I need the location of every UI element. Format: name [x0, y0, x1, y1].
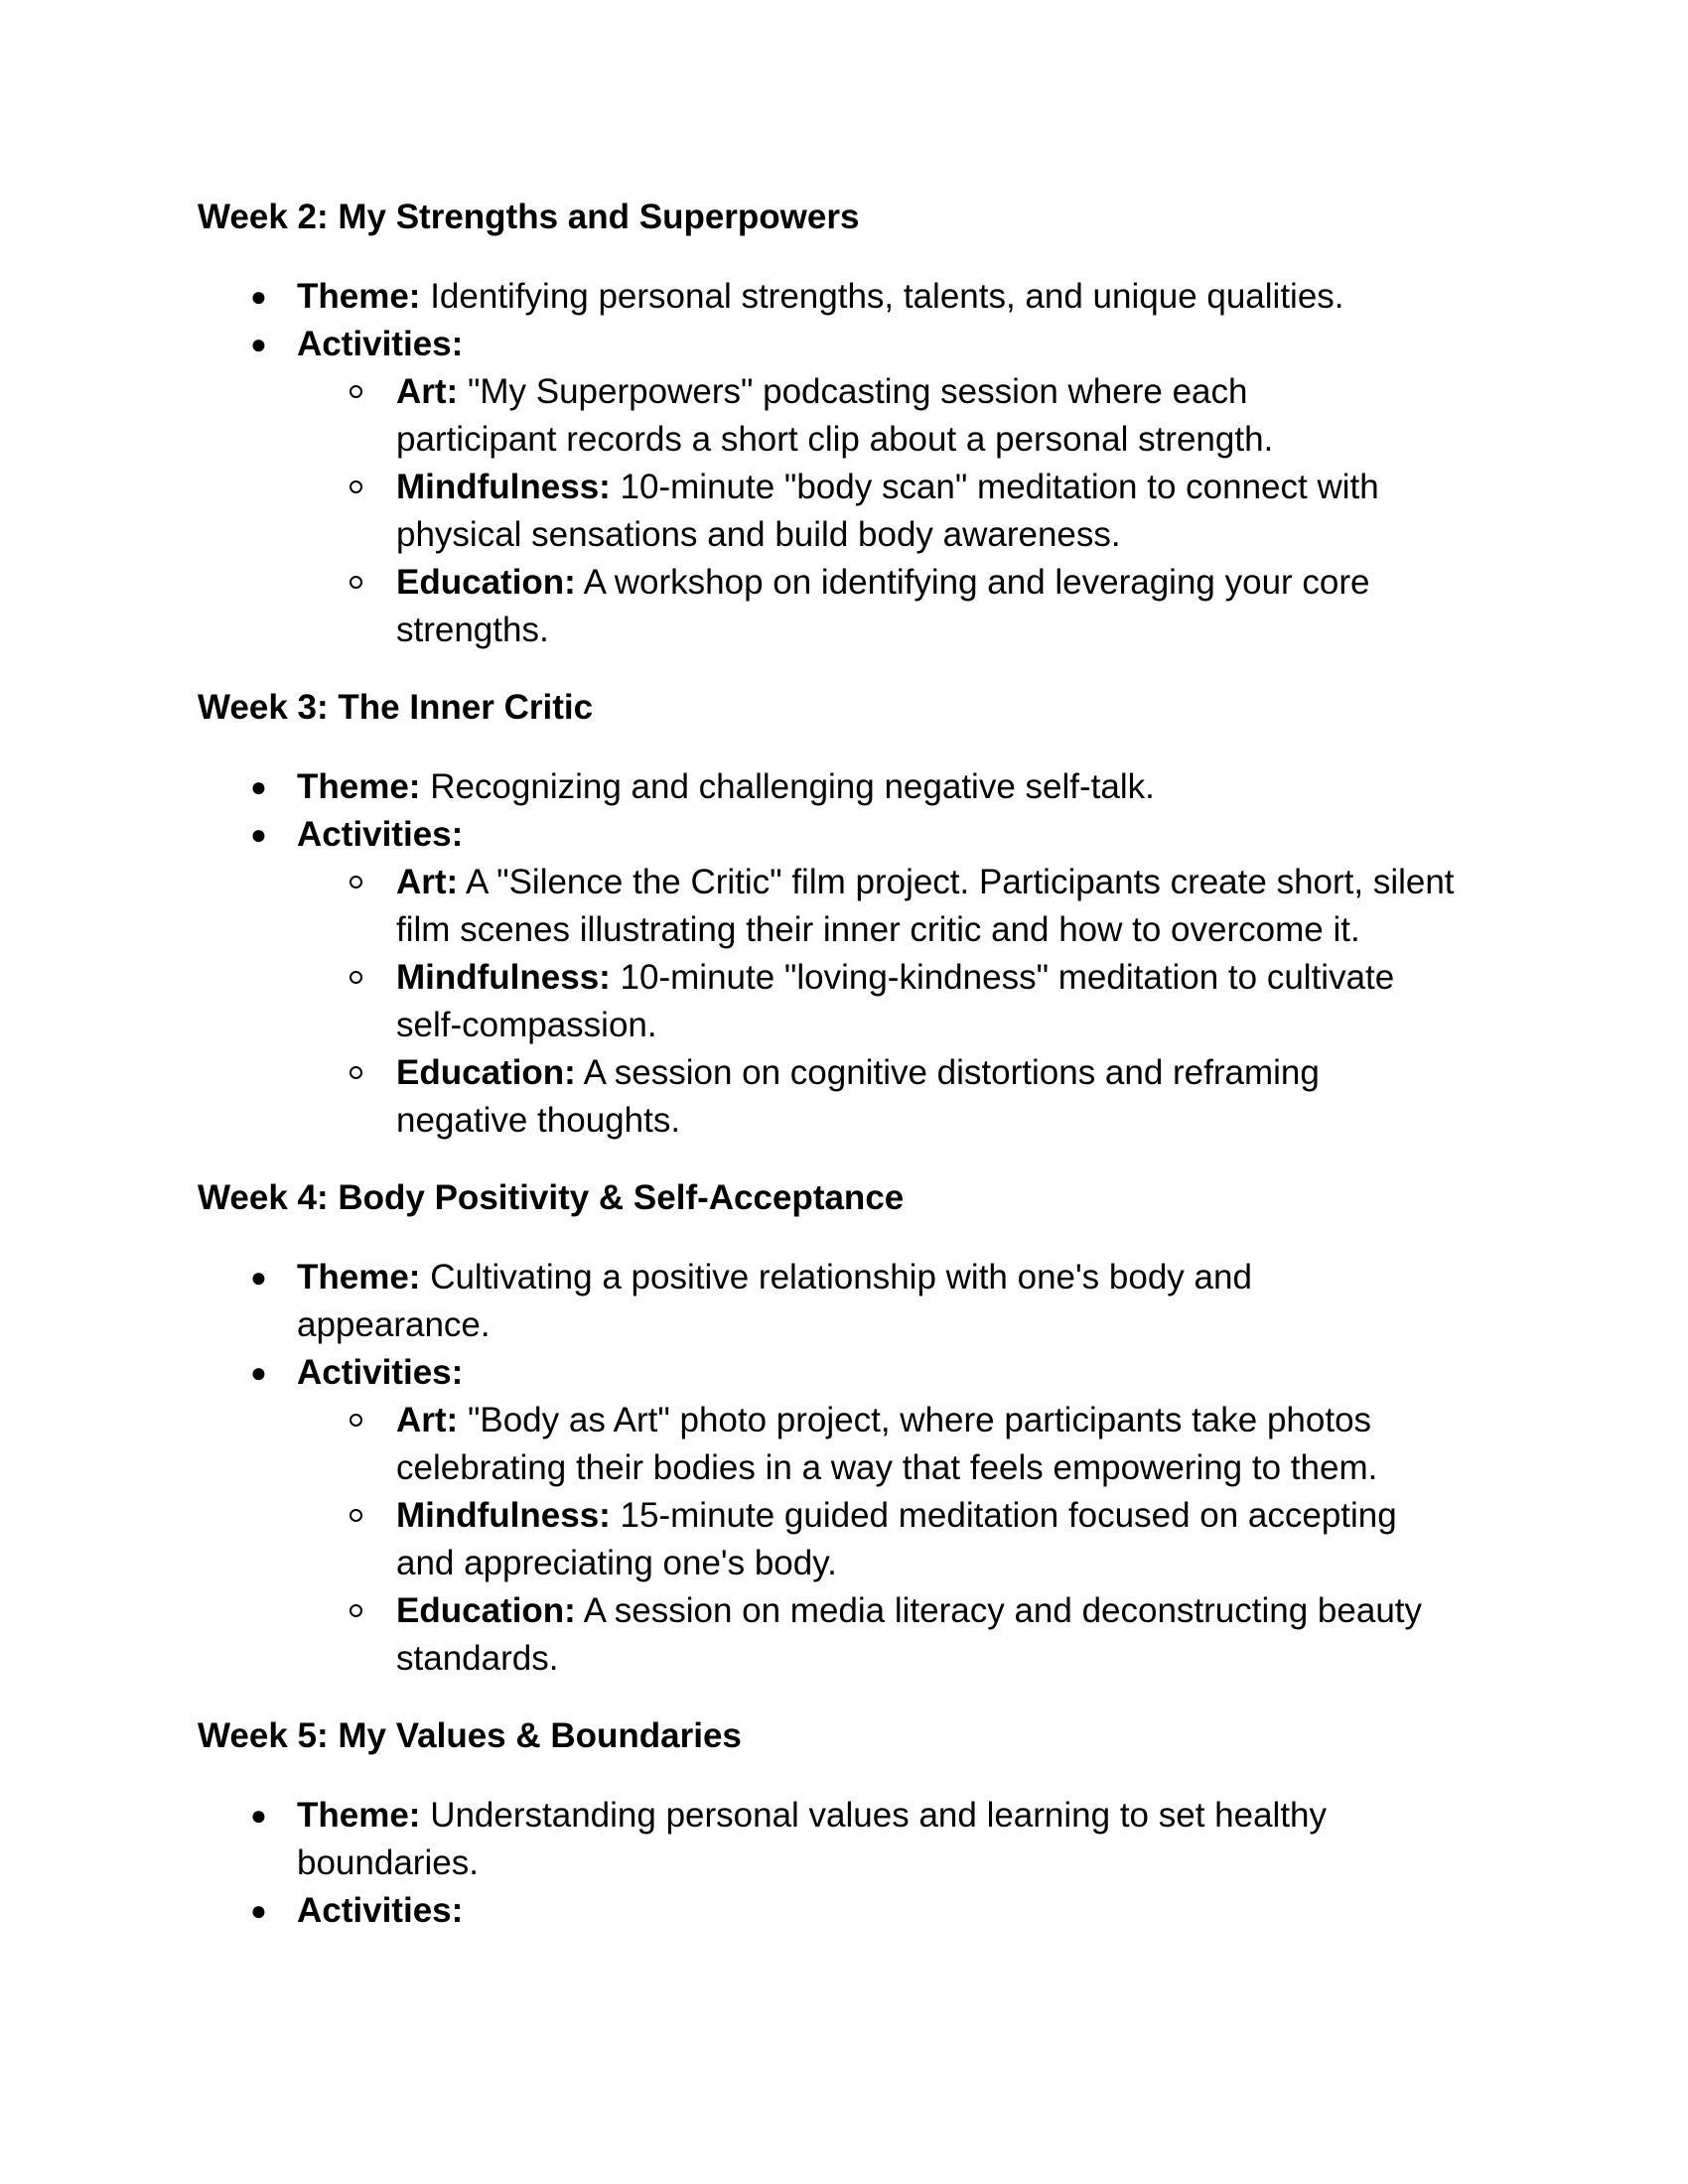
activities-label: Activities:: [297, 1353, 464, 1392]
bullet-circle-icon: [350, 971, 362, 984]
activities-item: [198, 1349, 1508, 1683]
activity-label: Education:: [396, 563, 576, 602]
week-bullets: [198, 1254, 1508, 1683]
bullet-dot-icon: ●: [250, 281, 267, 312]
theme-text: Identifying personal strengths, talents, and unique qualities.: [420, 277, 1344, 316]
theme-text: Recognizing and challenging negative self-talk.: [420, 767, 1155, 806]
activity-label: Art:: [396, 1401, 459, 1439]
activity-label: Mindfulness:: [396, 958, 611, 997]
activity-text: A session on cognitive distortions and reframing negative thoughts.: [396, 1053, 1320, 1140]
activity-text: A "Silence the Critic" film project. Participants create short, silent film scenes illustrating their inner critic and how to overcome it.: [396, 863, 1455, 949]
activity-label: Education:: [396, 1591, 576, 1630]
activity-text: A session on media literacy and deconstructing beauty standards.: [396, 1591, 1423, 1678]
activities-list: [297, 859, 1508, 1145]
bullet-circle-icon: [350, 385, 362, 398]
theme-label: Theme:: [297, 1258, 421, 1297]
theme-label: Theme:: [297, 1796, 421, 1835]
activity-education: [297, 1049, 1409, 1145]
theme-label: Theme:: [297, 767, 421, 806]
activity-art: [297, 1397, 1449, 1492]
activity-label: Mindfulness:: [396, 1496, 611, 1535]
activities-label: Activities:: [297, 325, 464, 363]
week-bullets: [198, 763, 1508, 1145]
week-4-section: [198, 1174, 1508, 1683]
activity-education: [297, 559, 1409, 654]
activity-mindfulness: [297, 1492, 1429, 1587]
activity-mindfulness: [297, 464, 1409, 559]
theme-label: Theme:: [297, 277, 421, 316]
activity-label: Education:: [396, 1053, 576, 1092]
theme-text: Understanding personal values and learning to set healthy boundaries.: [297, 1796, 1328, 1882]
activity-text: "Body as Art" photo project, where participants take photos celebrating their bodies in a way that feels empowering to them.: [396, 1401, 1378, 1487]
activity-education: [297, 1587, 1469, 1683]
theme-text: Cultivating a positive relationship with one's body and appearance.: [297, 1258, 1252, 1344]
activity-text: 10-minute "body scan" meditation to connect with physical sensations and build body awareness.: [396, 468, 1379, 554]
bullet-dot-icon: ●: [250, 329, 267, 359]
activities-label: Activities:: [297, 1891, 464, 1930]
activity-art: [297, 368, 1409, 464]
activity-label: Mindfulness:: [396, 468, 611, 506]
bullet-circle-icon: [350, 480, 362, 493]
week-bullets: [198, 273, 1508, 654]
bullet-circle-icon: [350, 1604, 362, 1617]
activity-text: 10-minute "loving-kindness" meditation to cultivate self-compassion.: [396, 958, 1395, 1044]
theme-item: [198, 273, 1478, 321]
week-5-section: [198, 1712, 1508, 1935]
activity-label: Art:: [396, 372, 459, 411]
activity-mindfulness: [297, 954, 1409, 1049]
bullet-circle-icon: [350, 1414, 362, 1427]
week-3-section: [198, 684, 1508, 1145]
bullet-dot-icon: ●: [250, 771, 267, 802]
activity-label: Art:: [396, 863, 459, 901]
activities-item: [198, 321, 1508, 654]
bullet-dot-icon: ●: [250, 1800, 267, 1831]
bullet-dot-icon: ●: [250, 819, 267, 850]
activity-text: "My Superpowers" podcasting session where each participant records a short clip about a personal strength.: [396, 372, 1274, 459]
week-bullets: [198, 1792, 1508, 1935]
activities-list: [297, 368, 1508, 654]
bullet-circle-icon: [350, 576, 362, 589]
bullet-dot-icon: ●: [250, 1895, 267, 1926]
theme-item: [198, 763, 1478, 811]
bullet-dot-icon: ●: [250, 1262, 267, 1293]
activities-item: [198, 811, 1508, 1145]
theme-item: [198, 1792, 1389, 1887]
bullet-circle-icon: [350, 876, 362, 888]
week-title: Week 5: My Values & Boundaries: [198, 1716, 742, 1755]
activity-text: 15-minute guided meditation focused on accepting and appreciating one's body.: [396, 1496, 1397, 1582]
week-2-section: [198, 194, 1508, 654]
week-title: Week 2: My Strengths and Superpowers: [198, 198, 860, 236]
week-title: Week 3: The Inner Critic: [198, 688, 594, 727]
theme-item: [198, 1254, 1310, 1349]
activity-text: A workshop on identifying and leveraging your core strengths.: [396, 563, 1370, 649]
activities-item: [198, 1887, 1508, 1935]
bullet-dot-icon: ●: [250, 1357, 267, 1388]
activities-label: Activities:: [297, 815, 464, 854]
bullet-circle-icon: [350, 1066, 362, 1079]
week-title: Week 4: Body Positivity & Self-Acceptance: [198, 1178, 905, 1217]
document-page: [198, 194, 1508, 1935]
bullet-circle-icon: [350, 1509, 362, 1522]
activity-art: [297, 859, 1488, 954]
activities-list: [297, 1397, 1508, 1683]
